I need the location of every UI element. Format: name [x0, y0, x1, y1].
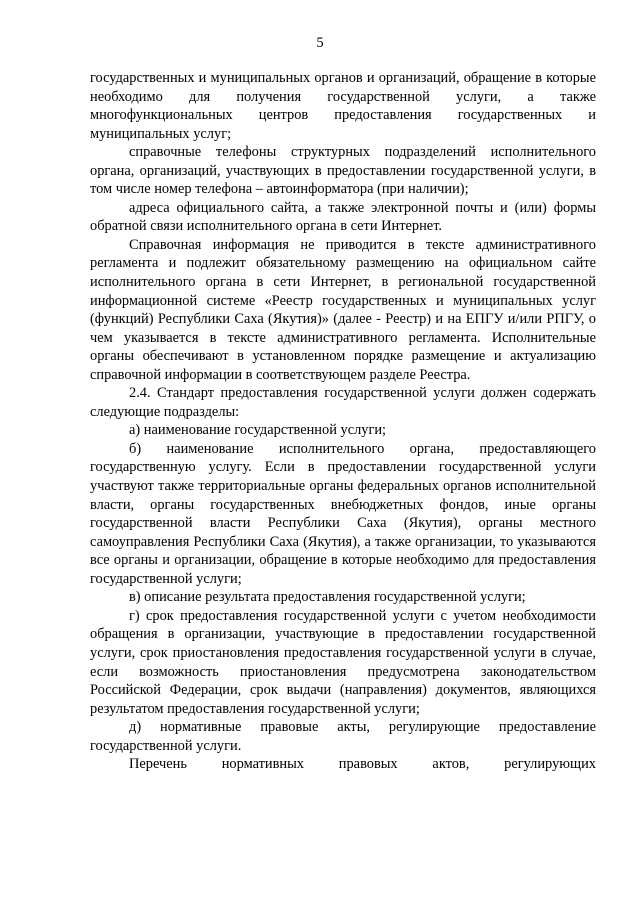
paragraph-legal-acts-list: Перечень нормативных правовых актов, регулирующих [129, 756, 596, 773]
list-item-d: д) нормативные правовые акты, регулирующие предоставление государственной услуги. [90, 719, 596, 754]
paragraph-section-2-4: 2.4. Стандарт предоставления государственной услуги должен содержать следующие подразделы: [90, 385, 596, 420]
paragraph-phones: справочные телефоны структурных подразделений исполнительного органа, организаций, участвующих в предоставлении государственной услуги, в том числе номер телефона – автоинформатора (при наличии); [90, 144, 596, 198]
list-item-b: б) наименование исполнительного органа, предоставляющего государственную услугу. Если в предоставлении государственной услуги участвуют также территориальные органы федеральных органов исполнительной власти, органы государственных внебюджетных фондов, иные органы государственной власти Республики Саха (Якутия), органы местного самоуправления Республики Саха (Якутия), а также организации, то указываются все органы и организации, обращение в которые необходимо для предоставления государственной услуги; [90, 440, 596, 587]
paragraph-reference-info: Справочная информация не приводится в тексте административного регламента и подлежит обязательному размещению на официальном сайте исполнительного органа в сети Интернет, в региональной государственной информационной системе «Реестр государственных и муниципальных услуг (функций) Республики Саха (Якутия)» (далее - Реестр) и на ЕПГУ и/или РПГУ, о чем указывается в тексте административного регламента. Исполнительные органы обеспечивают в установленном порядке размещение и актуализацию справочной информации в соответствующем разделе Реестра. [90, 236, 596, 383]
paragraph-continued: государственных и муниципальных органов и организаций, обращение в которые необходимо для получения государственной услуги, а также многофункциональных центров предоставления государственных и муниципальных услуг; [90, 70, 596, 142]
list-item-g: г) срок предоставления государственной услуги с учетом необходимости обращения в организации, участвующие в предоставлении государственной услуги, срок приостановления предоставления государственной услуги в случае, если возможность приостановления предусмотрена законодательством Российской Федерации, срок выдачи (направления) документов, являющихся результатом предоставления государственной услуги; [90, 607, 596, 717]
paragraph-website: адреса официального сайта, а также электронной почты и (или) формы обратной связи исполнительного органа в сети Интернет. [90, 199, 596, 235]
document-body [90, 69, 596, 774]
page-number: 5 [316, 35, 324, 51]
list-item-v: в) описание результата предоставления государственной услуги; [129, 589, 526, 606]
list-item-a: а) наименование государственной услуги; [129, 422, 387, 439]
